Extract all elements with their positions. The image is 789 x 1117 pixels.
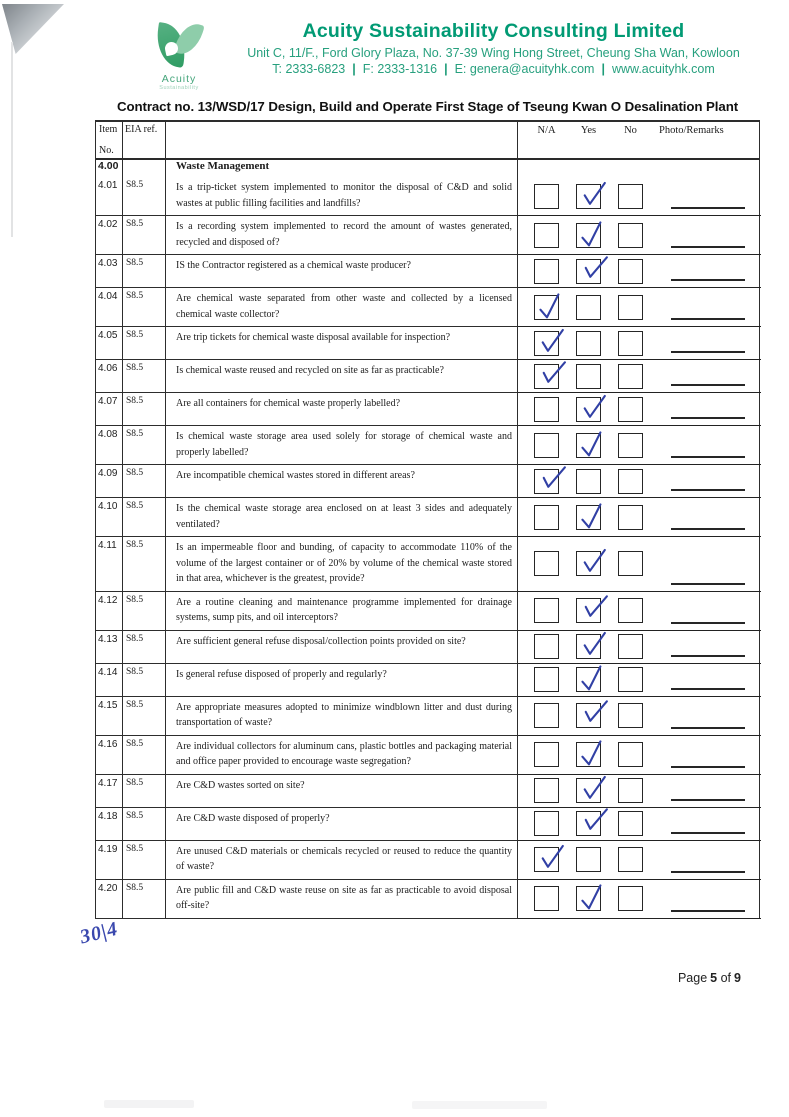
divider: | bbox=[352, 62, 356, 76]
checkbox-na[interactable] bbox=[534, 778, 559, 803]
checkbox-na[interactable] bbox=[534, 667, 559, 692]
item-number: 4.03 bbox=[96, 255, 123, 287]
eia-ref: S8.5 bbox=[123, 880, 166, 918]
checkbox-na[interactable] bbox=[534, 397, 559, 422]
phone: T: 2333-6823 bbox=[272, 62, 346, 76]
table-row bbox=[96, 664, 759, 697]
item-number: 4.08 bbox=[96, 426, 123, 464]
checkbox-yes[interactable] bbox=[576, 223, 601, 248]
question-text: Is an impermeable floor and bunding, of capacity to accommodate 110% of the volume of the largest container or of 20% by volume of the chemical waste stored in that area, whichever is the greatest, provide? bbox=[166, 537, 518, 591]
handwritten-note: 30|4 bbox=[77, 917, 121, 949]
remarks-line[interactable] bbox=[671, 766, 745, 768]
table-row bbox=[96, 880, 759, 918]
item-number: 4.19 bbox=[96, 841, 123, 879]
item-number: 4.20 bbox=[96, 880, 123, 918]
total-pages: 9 bbox=[734, 971, 741, 985]
checkbox-na[interactable] bbox=[534, 259, 559, 284]
remarks-line[interactable] bbox=[671, 688, 745, 690]
checkbox-yes[interactable] bbox=[576, 331, 601, 356]
remarks-line[interactable] bbox=[671, 655, 745, 657]
col-header-remarks: Photo/Remarks bbox=[659, 125, 724, 136]
checkbox-no[interactable] bbox=[618, 598, 643, 623]
item-number: 4.15 bbox=[96, 697, 123, 735]
checkbox-yes[interactable] bbox=[576, 364, 601, 389]
checkbox-yes[interactable] bbox=[576, 551, 601, 576]
answer-cells bbox=[518, 736, 761, 775]
answer-cells bbox=[518, 537, 761, 592]
answer-cells bbox=[518, 255, 761, 288]
checkbox-na[interactable] bbox=[534, 433, 559, 458]
remarks-line[interactable] bbox=[671, 456, 745, 458]
col-header-yes: Yes bbox=[580, 125, 597, 136]
checklist-rows bbox=[96, 177, 759, 918]
question-text: Are public fill and C&D waste reuse on site as far as practicable to avoid disposal off-site? bbox=[166, 880, 518, 918]
checkbox-no[interactable] bbox=[618, 397, 643, 422]
checkbox-na[interactable] bbox=[534, 634, 559, 659]
checkbox-yes[interactable] bbox=[576, 598, 601, 623]
checkbox-no[interactable] bbox=[618, 331, 643, 356]
remarks-line[interactable] bbox=[671, 246, 745, 248]
logo-subtitle-text: Sustainability bbox=[159, 85, 199, 91]
answer-cells bbox=[518, 288, 761, 327]
eia-ref: S8.5 bbox=[123, 736, 166, 774]
contract-title: Contract no. 13/WSD/17 Design, Build and Operate First Stage of Tseung Kwan O Desalination Plant bbox=[116, 99, 739, 114]
checkbox-no[interactable] bbox=[618, 778, 643, 803]
checkbox-no[interactable] bbox=[618, 469, 643, 494]
answer-cells bbox=[518, 393, 761, 426]
checkbox-yes[interactable] bbox=[576, 811, 601, 836]
checkbox-na[interactable] bbox=[534, 364, 559, 389]
checkbox-na[interactable] bbox=[534, 847, 559, 872]
divider: | bbox=[444, 62, 448, 76]
checkbox-yes[interactable] bbox=[576, 847, 601, 872]
checkbox-no[interactable] bbox=[618, 634, 643, 659]
company-address: Unit C, 11/F., Ford Glory Plaza, No. 37-39 Wing Hong Street, Cheung Sha Wan, Kowloon bbox=[247, 46, 740, 60]
item-number: 4.09 bbox=[96, 465, 123, 497]
checkbox-no[interactable] bbox=[618, 184, 643, 209]
checkbox-no[interactable] bbox=[618, 295, 643, 320]
question-text: Is chemical waste storage area used solely for storage of chemical waste and properly labelled? bbox=[166, 426, 518, 464]
checkbox-no[interactable] bbox=[618, 847, 643, 872]
table-row bbox=[96, 465, 759, 498]
eia-ref: S8.5 bbox=[123, 537, 166, 591]
checkbox-yes[interactable] bbox=[576, 742, 601, 767]
remarks-line[interactable] bbox=[671, 279, 745, 281]
checkbox-yes[interactable] bbox=[576, 184, 601, 209]
eia-ref: S8.5 bbox=[123, 426, 166, 464]
table-row bbox=[96, 426, 759, 465]
checkbox-na[interactable] bbox=[534, 184, 559, 209]
answer-cells bbox=[518, 426, 761, 465]
eia-ref: S8.5 bbox=[123, 288, 166, 326]
item-number: 4.02 bbox=[96, 216, 123, 254]
answer-cells bbox=[518, 697, 761, 736]
eia-ref: S8.5 bbox=[123, 775, 166, 807]
checkbox-na[interactable] bbox=[534, 742, 559, 767]
remarks-line[interactable] bbox=[671, 351, 745, 353]
question-text: Are sufficient general refuse disposal/collection points provided on site? bbox=[166, 631, 518, 663]
item-number: 4.14 bbox=[96, 664, 123, 696]
remarks-line[interactable] bbox=[671, 489, 745, 491]
answer-cells bbox=[518, 880, 761, 919]
item-number: 4.16 bbox=[96, 736, 123, 774]
checkbox-na[interactable] bbox=[534, 811, 559, 836]
answer-cells bbox=[518, 631, 761, 664]
checkbox-yes[interactable] bbox=[576, 667, 601, 692]
table-row bbox=[96, 327, 759, 360]
page-footer bbox=[678, 971, 741, 985]
answer-cells bbox=[518, 592, 761, 631]
answer-cells bbox=[518, 465, 761, 498]
col-header-no: No bbox=[624, 125, 637, 136]
checkbox-yes[interactable] bbox=[576, 886, 601, 911]
question-text: Is general refuse disposed of properly and regularly? bbox=[166, 664, 518, 696]
checkbox-yes[interactable] bbox=[576, 295, 601, 320]
remarks-line[interactable] bbox=[671, 910, 745, 912]
checkbox-no[interactable] bbox=[618, 364, 643, 389]
remarks-line[interactable] bbox=[671, 727, 745, 729]
divider: | bbox=[601, 62, 605, 76]
answer-cells bbox=[518, 327, 761, 360]
eia-ref: S8.5 bbox=[123, 465, 166, 497]
eia-ref: S8.5 bbox=[123, 841, 166, 879]
item-number: 4.10 bbox=[96, 498, 123, 536]
eia-ref: S8.5 bbox=[123, 255, 166, 287]
company-logo bbox=[140, 20, 218, 91]
question-text: Is the chemical waste storage area enclosed on at least 3 sides and adequately ventilated? bbox=[166, 498, 518, 536]
checkbox-yes[interactable] bbox=[576, 433, 601, 458]
table-row bbox=[96, 360, 759, 393]
col-header-na: N/A bbox=[537, 125, 556, 136]
checkbox-yes[interactable] bbox=[576, 259, 601, 284]
checkbox-no[interactable] bbox=[618, 811, 643, 836]
table-row bbox=[96, 393, 759, 426]
question-text: Are incompatible chemical wastes stored in different areas? bbox=[166, 465, 518, 497]
section-answers bbox=[518, 160, 761, 177]
checkbox-no[interactable] bbox=[618, 886, 643, 911]
answer-cells bbox=[518, 808, 761, 841]
item-number: 4.18 bbox=[96, 808, 123, 840]
table-row bbox=[96, 537, 759, 592]
scan-smudge bbox=[104, 1100, 194, 1108]
table-row bbox=[96, 177, 759, 216]
answer-cells bbox=[518, 177, 761, 216]
question-text: Is a recording system implemented to record the amount of wastes generated, recycled and disposed of? bbox=[166, 216, 518, 254]
remarks-line[interactable] bbox=[671, 528, 745, 530]
eia-ref: S8.5 bbox=[123, 808, 166, 840]
col-header-item: Item No. bbox=[96, 122, 123, 158]
table-row bbox=[96, 631, 759, 664]
checkbox-na[interactable] bbox=[534, 703, 559, 728]
checkbox-na[interactable] bbox=[534, 331, 559, 356]
checkbox-yes[interactable] bbox=[576, 634, 601, 659]
scan-edge-line bbox=[11, 42, 13, 237]
checkbox-no[interactable] bbox=[618, 551, 643, 576]
email: E: genera@acuityhk.com bbox=[454, 62, 595, 76]
checkbox-no[interactable] bbox=[618, 223, 643, 248]
remarks-line[interactable] bbox=[671, 207, 745, 209]
remarks-line[interactable] bbox=[671, 384, 745, 386]
checkbox-no[interactable] bbox=[618, 433, 643, 458]
question-text: Are individual collectors for aluminum cans, plastic bottles and packaging material and office paper provided to encourage waste segregation? bbox=[166, 736, 518, 774]
eia-ref: S8.5 bbox=[123, 393, 166, 425]
answer-cells bbox=[518, 216, 761, 255]
question-text: Is a trip-ticket system implemented to monitor the disposal of C&D and solid wastes at public filling facilities and landfills? bbox=[166, 177, 518, 215]
company-name: Acuity Sustainability Consulting Limited bbox=[302, 20, 685, 42]
eia-ref: S8.5 bbox=[123, 177, 166, 215]
eia-ref: S8.5 bbox=[123, 360, 166, 392]
checkbox-na[interactable] bbox=[534, 295, 559, 320]
question-text: Are unused C&D materials or chemicals recycled or reused to reduce the quantity of waste? bbox=[166, 841, 518, 879]
section-title: Waste Management bbox=[166, 160, 518, 177]
checkbox-yes[interactable] bbox=[576, 778, 601, 803]
item-number: 4.13 bbox=[96, 631, 123, 663]
remarks-line[interactable] bbox=[671, 871, 745, 873]
section-number: 4.00 bbox=[96, 160, 123, 177]
item-number: 4.17 bbox=[96, 775, 123, 807]
checkbox-na[interactable] bbox=[534, 886, 559, 911]
section-eia bbox=[123, 160, 166, 177]
table-row bbox=[96, 736, 759, 775]
table-row bbox=[96, 498, 759, 537]
website: www.acuityhk.com bbox=[611, 62, 715, 76]
table-row bbox=[96, 697, 759, 736]
checkbox-yes[interactable] bbox=[576, 505, 601, 530]
eia-ref: S8.5 bbox=[123, 216, 166, 254]
table-row bbox=[96, 216, 759, 255]
question-text: IS the Contractor registered as a chemical waste producer? bbox=[166, 255, 518, 287]
scan-smudge bbox=[412, 1101, 547, 1109]
logo-brand-text: Acuity bbox=[161, 73, 197, 85]
table-row bbox=[96, 808, 759, 841]
checkbox-no[interactable] bbox=[618, 259, 643, 284]
item-number: 4.11 bbox=[96, 537, 123, 591]
eia-ref: S8.5 bbox=[123, 664, 166, 696]
question-text: Are trip tickets for chemical waste disposal available for inspection? bbox=[166, 327, 518, 359]
company-contact bbox=[218, 62, 769, 76]
item-number: 4.05 bbox=[96, 327, 123, 359]
checkbox-yes[interactable] bbox=[576, 703, 601, 728]
table-row bbox=[96, 288, 759, 327]
question-text: Are C&D waste disposed of properly? bbox=[166, 808, 518, 840]
checkbox-na[interactable] bbox=[534, 551, 559, 576]
answer-cells bbox=[518, 498, 761, 537]
checkbox-yes[interactable] bbox=[576, 397, 601, 422]
question-text: Are chemical waste separated from other waste and collected by a licensed chemical waste collector? bbox=[166, 288, 518, 326]
item-number: 4.04 bbox=[96, 288, 123, 326]
page-label: Page bbox=[677, 971, 708, 985]
remarks-line[interactable] bbox=[671, 832, 745, 834]
section-row bbox=[96, 160, 759, 177]
eia-ref: S8.5 bbox=[123, 592, 166, 630]
item-number: 4.01 bbox=[96, 177, 123, 215]
fax: F: 2333-1316 bbox=[362, 62, 438, 76]
question-text: Are a routine cleaning and maintenance programme implemented for drainage systems, sump pits, and oil interceptors? bbox=[166, 592, 518, 630]
col-header-eia: EIA ref. bbox=[123, 122, 166, 158]
page-number: 5 bbox=[710, 971, 718, 985]
table-row bbox=[96, 255, 759, 288]
checkbox-na[interactable] bbox=[534, 223, 559, 248]
checkbox-no[interactable] bbox=[618, 703, 643, 728]
answer-cells bbox=[518, 841, 761, 880]
eia-ref: S8.5 bbox=[123, 697, 166, 735]
table-header-row bbox=[96, 122, 759, 160]
remarks-line[interactable] bbox=[671, 622, 745, 624]
question-text: Are all containers for chemical waste properly labelled? bbox=[166, 393, 518, 425]
eia-ref: S8.5 bbox=[123, 631, 166, 663]
answer-cells bbox=[518, 360, 761, 393]
checkbox-no[interactable] bbox=[618, 742, 643, 767]
question-text: Is chemical waste reused and recycled on site as far as practicable? bbox=[166, 360, 518, 392]
eia-ref: S8.5 bbox=[123, 498, 166, 536]
question-text: Are appropriate measures adopted to minimize windblown litter and dust during transportation of waste? bbox=[166, 697, 518, 735]
col-header-question bbox=[166, 122, 518, 158]
checkbox-na[interactable] bbox=[534, 598, 559, 623]
table-row bbox=[96, 592, 759, 631]
item-number: 4.06 bbox=[96, 360, 123, 392]
table-row bbox=[96, 841, 759, 880]
checkbox-no[interactable] bbox=[618, 667, 643, 692]
remarks-line[interactable] bbox=[671, 799, 745, 801]
remarks-line[interactable] bbox=[671, 583, 745, 585]
checkbox-yes[interactable] bbox=[576, 469, 601, 494]
remarks-line[interactable] bbox=[671, 417, 745, 419]
checkbox-na[interactable] bbox=[534, 505, 559, 530]
letterhead bbox=[0, 0, 789, 91]
remarks-line[interactable] bbox=[671, 318, 745, 320]
checkbox-na[interactable] bbox=[534, 469, 559, 494]
col-header-answers bbox=[518, 122, 761, 158]
leaf-logo-icon bbox=[152, 22, 206, 70]
checklist-table bbox=[95, 120, 760, 919]
eia-ref: S8.5 bbox=[123, 327, 166, 359]
item-number: 4.07 bbox=[96, 393, 123, 425]
checkbox-no[interactable] bbox=[618, 505, 643, 530]
question-text: Are C&D wastes sorted on site? bbox=[166, 775, 518, 807]
of-word: of bbox=[720, 971, 732, 985]
item-number: 4.12 bbox=[96, 592, 123, 630]
table-row bbox=[96, 775, 759, 808]
answer-cells bbox=[518, 664, 761, 697]
answer-cells bbox=[518, 775, 761, 808]
